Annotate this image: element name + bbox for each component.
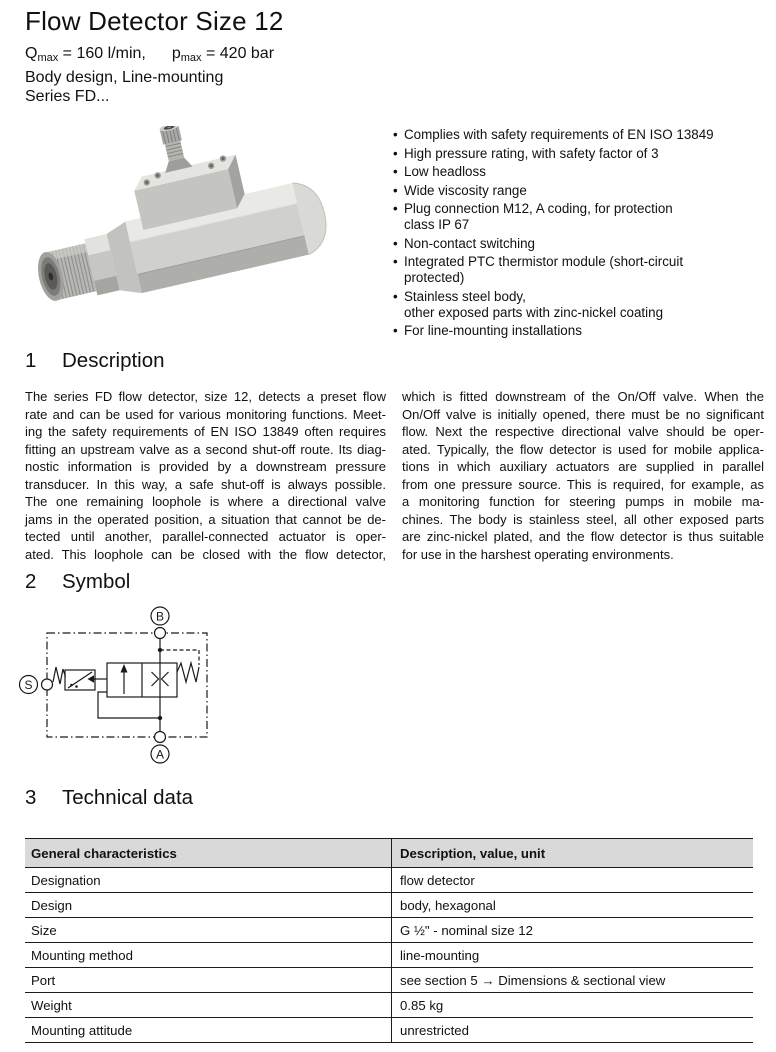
feature-line: Integrated PTC thermistor module (short-circuit: [404, 254, 684, 269]
feature-line: High pressure rating, with safety factor of 3: [404, 145, 659, 161]
table-row: [25, 918, 753, 943]
row-label: Port: [25, 968, 392, 992]
row-value: body, hexagonal: [400, 897, 496, 913]
text-line: which is fitted downstream of the On/Off valve. When the: [402, 389, 764, 404]
port-label-b: B: [155, 609, 165, 624]
table-header-description: Description, value, unit: [400, 845, 546, 861]
bullet-icon: •: [393, 254, 398, 269]
text-line: nostic information is provided by a downstream pressure: [25, 459, 386, 475]
feature-line: For line-mounting installations: [404, 323, 582, 338]
row-value: 0.85 kg: [400, 997, 444, 1013]
restrictor-symbol: [152, 672, 159, 686]
table-row: [25, 968, 753, 993]
table-row: [25, 868, 753, 893]
page-title: Flow Detector Size 12: [25, 6, 284, 36]
section-heading-description: 1 Description: [25, 349, 165, 372]
bullet-icon: •: [393, 323, 398, 338]
spec-block: [25, 44, 274, 106]
text-line: ated. This loophole can be closed with the flow detector,: [25, 546, 386, 562]
port-a: [155, 732, 166, 743]
feature-item: [393, 146, 768, 162]
features-list: [393, 127, 768, 342]
text-line: The series FD flow detector, size 12, detects a preset flow: [25, 389, 386, 404]
text-line: from one pressure source. This is required, for example, as: [402, 476, 764, 492]
text-line: for use in the harshest operating environments.: [402, 546, 674, 562]
bullet-icon: •: [393, 235, 398, 251]
row-label: Design: [25, 893, 392, 917]
bullet-icon: •: [393, 127, 398, 142]
table-body: [25, 868, 753, 1043]
port-s: [42, 679, 53, 690]
row-value: see section 5 → Dimensions & sectional view: [400, 972, 666, 988]
text-line: a monitoring function for steering pumps in mobile ma-: [402, 494, 764, 510]
table-header-characteristics: General characteristics: [25, 839, 392, 867]
symbol-diagram: [10, 598, 242, 770]
technical-data-table: [25, 838, 753, 1043]
feature-item: [393, 127, 768, 143]
spec-line-design: Body design, Line-mounting: [25, 69, 224, 86]
row-label: Size: [25, 918, 392, 942]
text-line: tions in which auxiliary actuators are supplied in parallel: [402, 459, 764, 475]
port-b: [155, 628, 166, 639]
feature-line: Wide viscosity range: [404, 182, 527, 198]
row-label: Designation: [25, 868, 392, 892]
feature-line: Plug connection M12, A coding, for protection: [404, 201, 673, 216]
text-line: The one remaining loophole is where a directional valve: [25, 494, 386, 510]
flow-arrow: [121, 664, 128, 673]
port-label-s: S: [24, 678, 33, 692]
sensor-spring: [53, 667, 66, 684]
m12-connector: [155, 126, 193, 173]
table-row: [25, 943, 753, 968]
feature-item: [393, 323, 768, 339]
text-line: transducer. In this way, a safe shut-off is always possible.: [25, 476, 386, 492]
text-line: ing the safety requirements of EN ISO 13849 often requires: [25, 424, 386, 440]
feature-item: [393, 289, 768, 321]
bullet-icon: •: [393, 164, 398, 179]
product-image: [18, 126, 354, 302]
bullet-icon: •: [393, 288, 398, 304]
spring-symbol: [177, 663, 199, 682]
text-line: chines. The body is stainless steel, all other exposed parts: [402, 511, 764, 527]
bullet-icon: •: [393, 145, 398, 161]
section-heading-technical-data: 3 Technical data: [25, 786, 194, 809]
feature-item: [393, 183, 768, 199]
table-row: [25, 993, 753, 1018]
row-value: unrestricted: [400, 1022, 469, 1038]
feature-line: other exposed parts with zinc-nickel coating: [404, 304, 664, 320]
bullet-icon: •: [393, 182, 398, 198]
text-line: flow. Next the respective directional valve should be oper-: [402, 424, 764, 440]
section-heading-symbol: 2 Symbol: [25, 570, 131, 593]
row-label: Mounting attitude: [25, 1018, 392, 1042]
spec-line-series: Series FD...: [25, 88, 110, 105]
feature-line: protected): [404, 270, 465, 285]
spec-line-ratings: $Q_{max} = 160$ l/min, $p_{max} = 420$ bar: [25, 45, 275, 64]
feature-line: Non-contact switching: [404, 235, 535, 251]
feature-item: [393, 201, 768, 233]
row-label: Weight: [25, 993, 392, 1017]
feature-item: [393, 254, 768, 286]
text-line: rate and can be used for various monitoring functions. Meet-: [25, 406, 386, 422]
feature-line: Complies with safety requirements of EN ISO 13849: [404, 127, 714, 142]
row-value: flow detector: [400, 872, 475, 888]
text-line: ated. Typically, the flow detector is used for mobile applica-: [402, 441, 764, 457]
feature-line: class IP 67: [404, 217, 470, 232]
text-line: fitting an upstream valve as a second shut-off route. Its diag-: [25, 441, 386, 457]
description-column-left: [25, 388, 386, 563]
text-line: tected until another, parallel-connected actuator is oper-: [25, 529, 386, 545]
feature-item: [393, 164, 768, 180]
table-row: [25, 893, 753, 918]
table-header-row: [25, 839, 753, 868]
description-column-right: [402, 388, 764, 563]
port-label-a: A: [155, 747, 165, 762]
row-value: G ½" - nominal size 12: [400, 922, 533, 938]
feature-line: Low headloss: [404, 164, 486, 179]
table-row: [25, 1018, 753, 1043]
threaded-port: [34, 243, 97, 302]
feature-line: Stainless steel body,: [404, 288, 526, 304]
text-line: On/Off valve is initially opened, there must be no significant: [402, 406, 764, 422]
text-line: are zinc-nickel plated, and the flow detector is thus suitable: [402, 529, 764, 545]
bullet-icon: •: [393, 201, 398, 216]
text-line: jams in the operated position, a situation that cannot be de-: [25, 511, 386, 527]
feature-item: [393, 236, 768, 252]
row-label: Mounting method: [25, 943, 392, 967]
row-value: line-mounting: [400, 947, 480, 963]
